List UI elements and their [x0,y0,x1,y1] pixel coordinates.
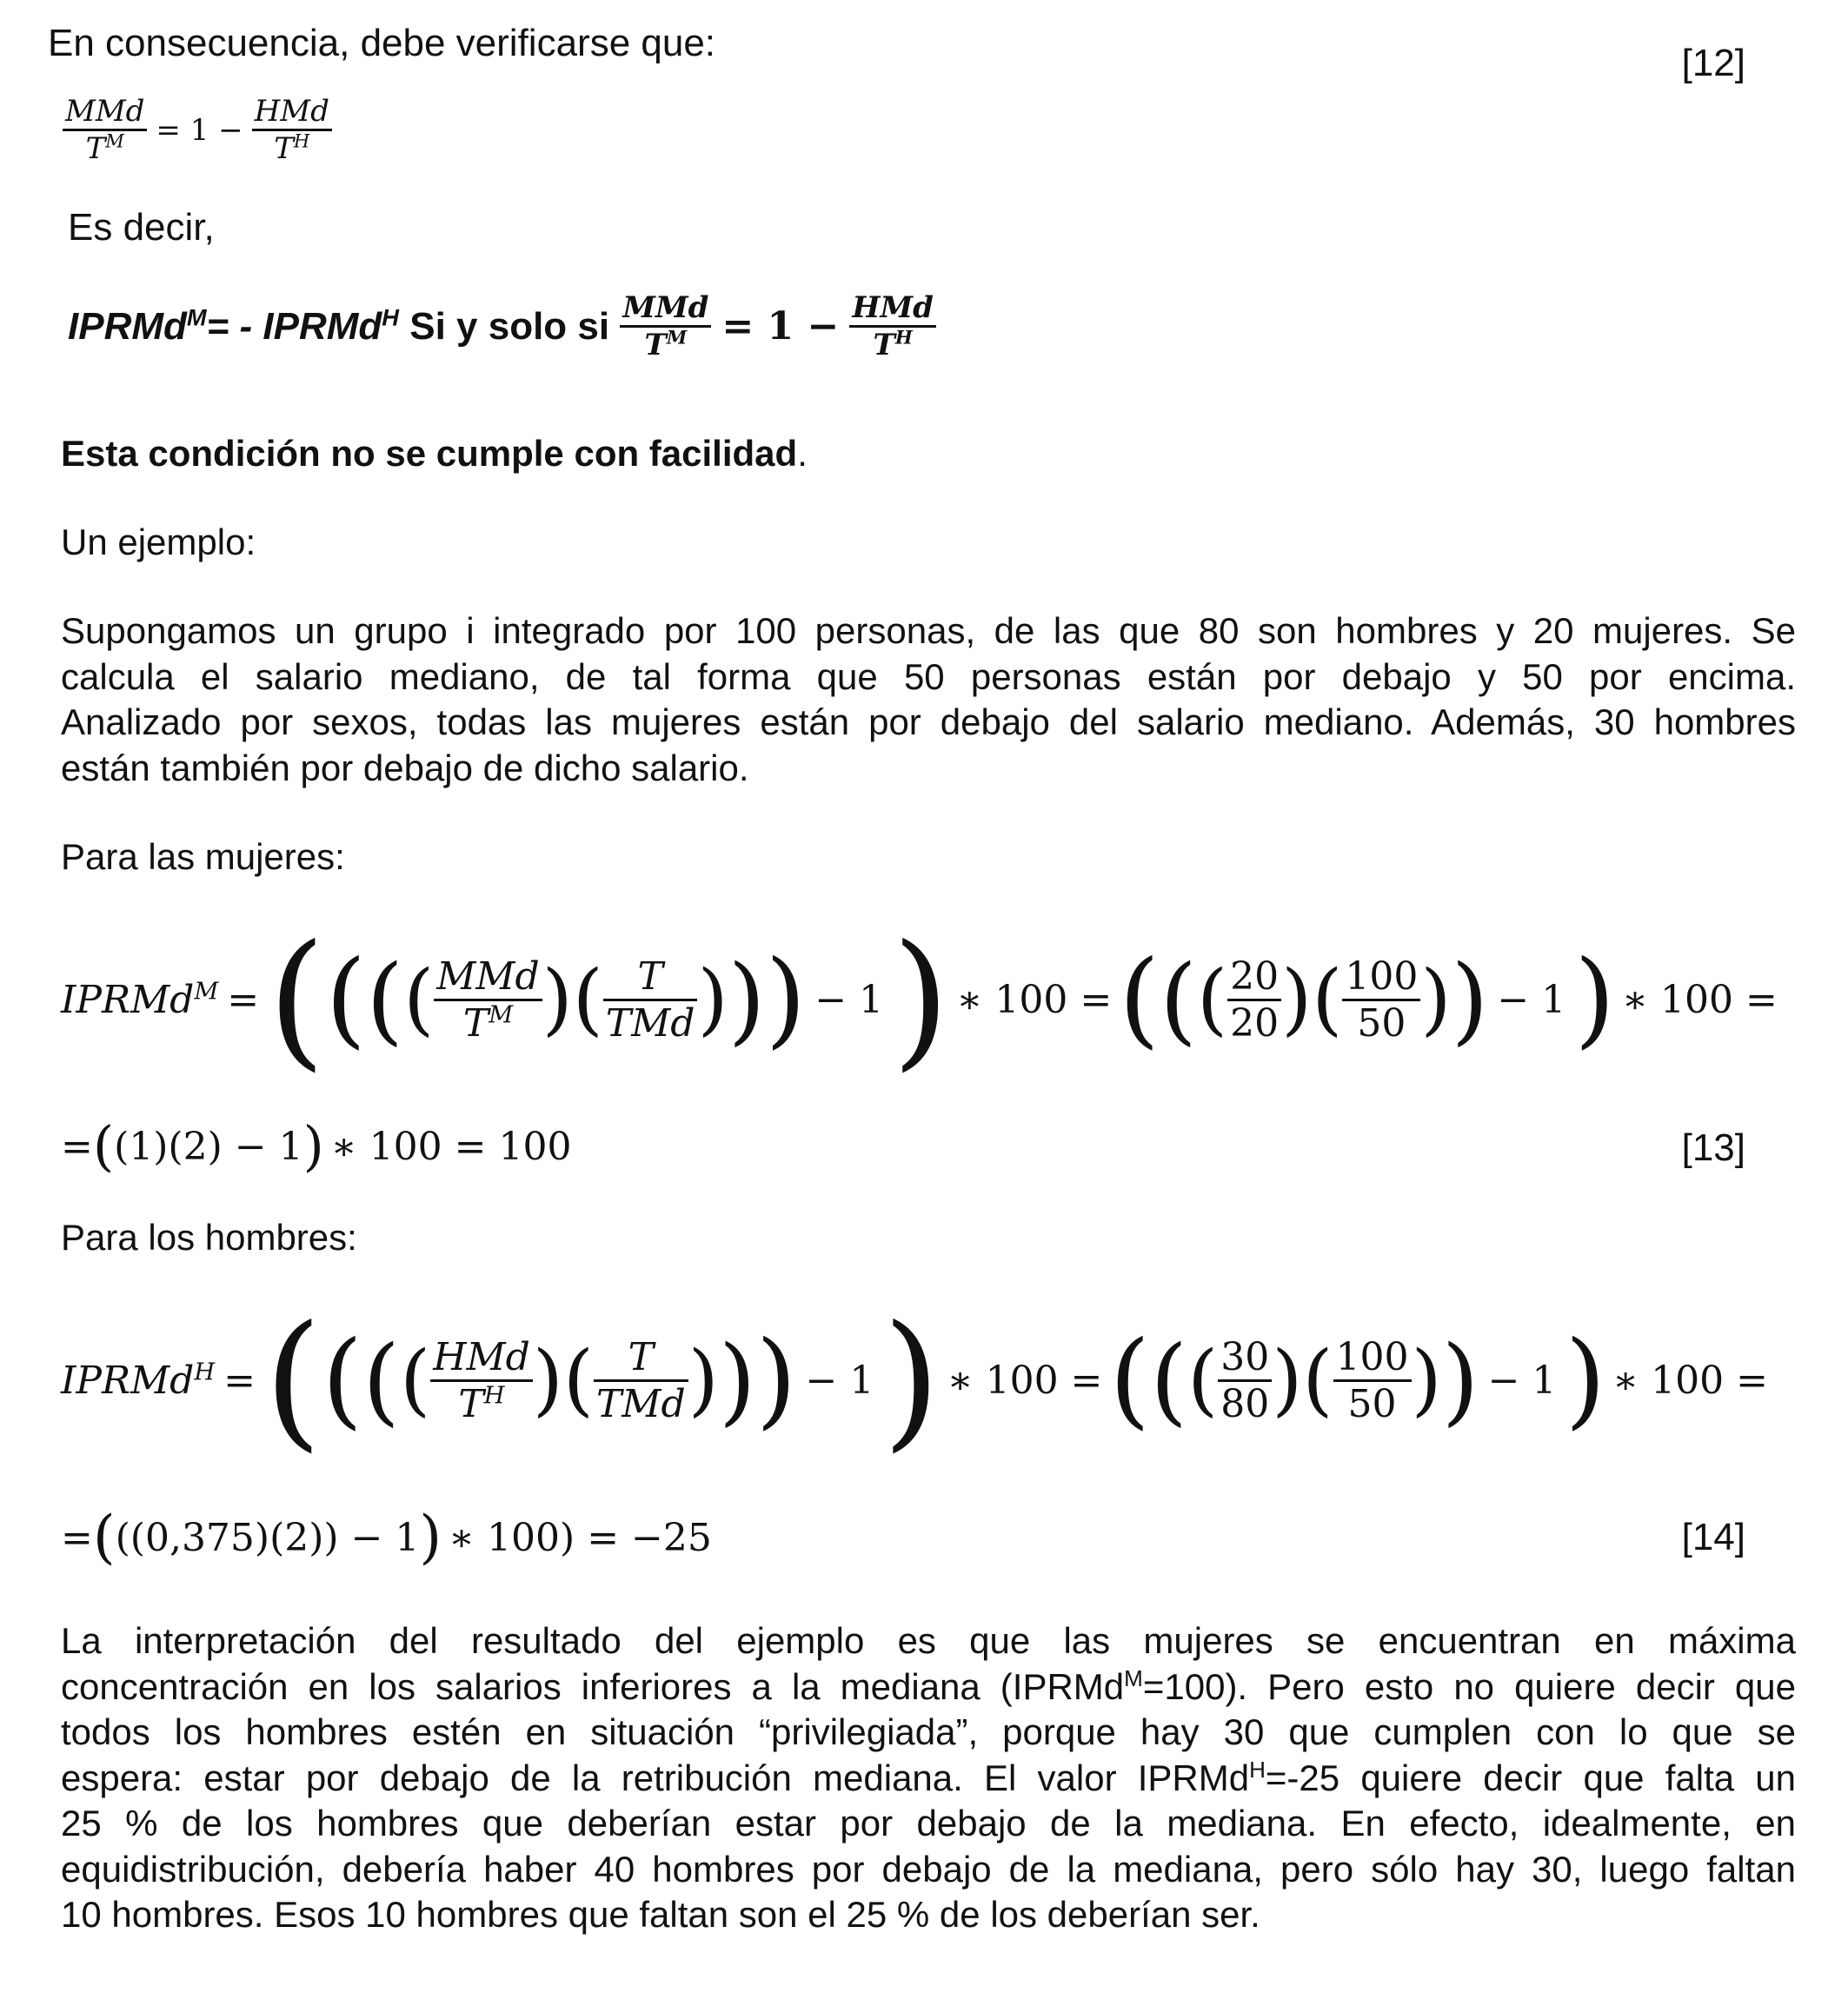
fraction-hmd-th: $\frac{\text{HMd}}{T^H}$ [252,94,332,166]
equation-14: = ( ((0,375)(2)) − 1 ) ∗ 100) = −25 [61,1504,712,1571]
interpretation-paragraph: La interpretación del resultado del ejemplo es que las mujeres se encuentran en máxima concentración en los salarios inferiores a la mediana (IPRMd$^M$=100). Pero esto no quiere decir que todos los hombres estén en situación “privilegiada”, porque hay 30 que cumplen con lo que se espera: estar por debajo de la retribución mediana. El valor IPRMd$^H$=-25 quiere decir que falta un 25 % de los hombres que deberían estar por debajo de la mediana. En efecto, idealmente, en equidistribución, debería haber 40 hombres por debajo de la mediana, pero sólo hay 30, luego faltan 10 hombres. Esos 10 hombres que faltan son el 25 % de los deberían ser. [61,1620,1796,1935]
equation-number-13: [13] [1681,1126,1745,1169]
equation-12 [63,94,332,166]
fraction-hmd-th-bold: $\frac{\text{HMd}}{T^H}$ [849,290,936,362]
equals-one-minus: = 1 − [156,112,243,148]
equation-men: IPRMd$^H$ = ( ( ( ( $\frac{\text{HMd}}{T^H}$ ) ( $\frac{T}{\text{TMd}}$ ) ) ) − 1 ) ∗ 100 = ( ( ( $\frac{30}{80}$ ) ( $\frac{100}{50}$ ) ) − 1 ) ∗ 100 = [61,1294,1768,1466]
equation-women: IPRMd$^M$ = ( ( ( ( $\frac{\text{MMd}}{T^M}$ ) ( $\frac{T}{\text{TMd}}$ ) ) ) − 1 ) ∗ 100 = ( ( ( $\frac{20}{20}$ ) ( $\frac{100}{50}$ ) ) − 1 ) ∗ 100 = [61,913,1778,1086]
equation-13: = ( (1)(2) − 1 ) ∗ 100 = 100 [61,1114,572,1178]
condition-line: IPRMd$^M$= - IPRMd$^H$ Si y solo si $\frac{\text{MMd}}{T^M}$ = 1 − $\frac{\text{HMd}}{T^H}$ [68,290,936,362]
example-paragraph: Supongamos un grupo i integrado por 100 personas, de las que 80 son hombres y 20 mujeres. Se calcula el salario mediano, de tal forma que 50 personas están por debajo y 50 por encima. Analizado por sexos, todas las mujeres están por debajo del salario mediano. Además, 30 hombres están también por debajo de dicho salario. [61,610,1796,788]
fraction-mmd-tm: $\frac{\text{MMd}}{T^M}$ [63,94,147,166]
condition-statement: Esta condición no se cumple con facilidad. [61,433,808,474]
equation-number-12: [12] [1681,42,1745,84]
es-decir-text: Es decir, [68,206,215,249]
fraction-mmd-tm-bold: $\frac{\text{MMd}}{T^M}$ [620,290,711,362]
men-label: Para los hombres: [61,1217,357,1258]
women-label: Para las mujeres: [61,836,345,877]
example-heading: Un ejemplo: [61,522,256,562]
equation-number-14: [14] [1681,1516,1745,1558]
intro-text: En consecuencia, debe verificarse que: [48,22,716,64]
